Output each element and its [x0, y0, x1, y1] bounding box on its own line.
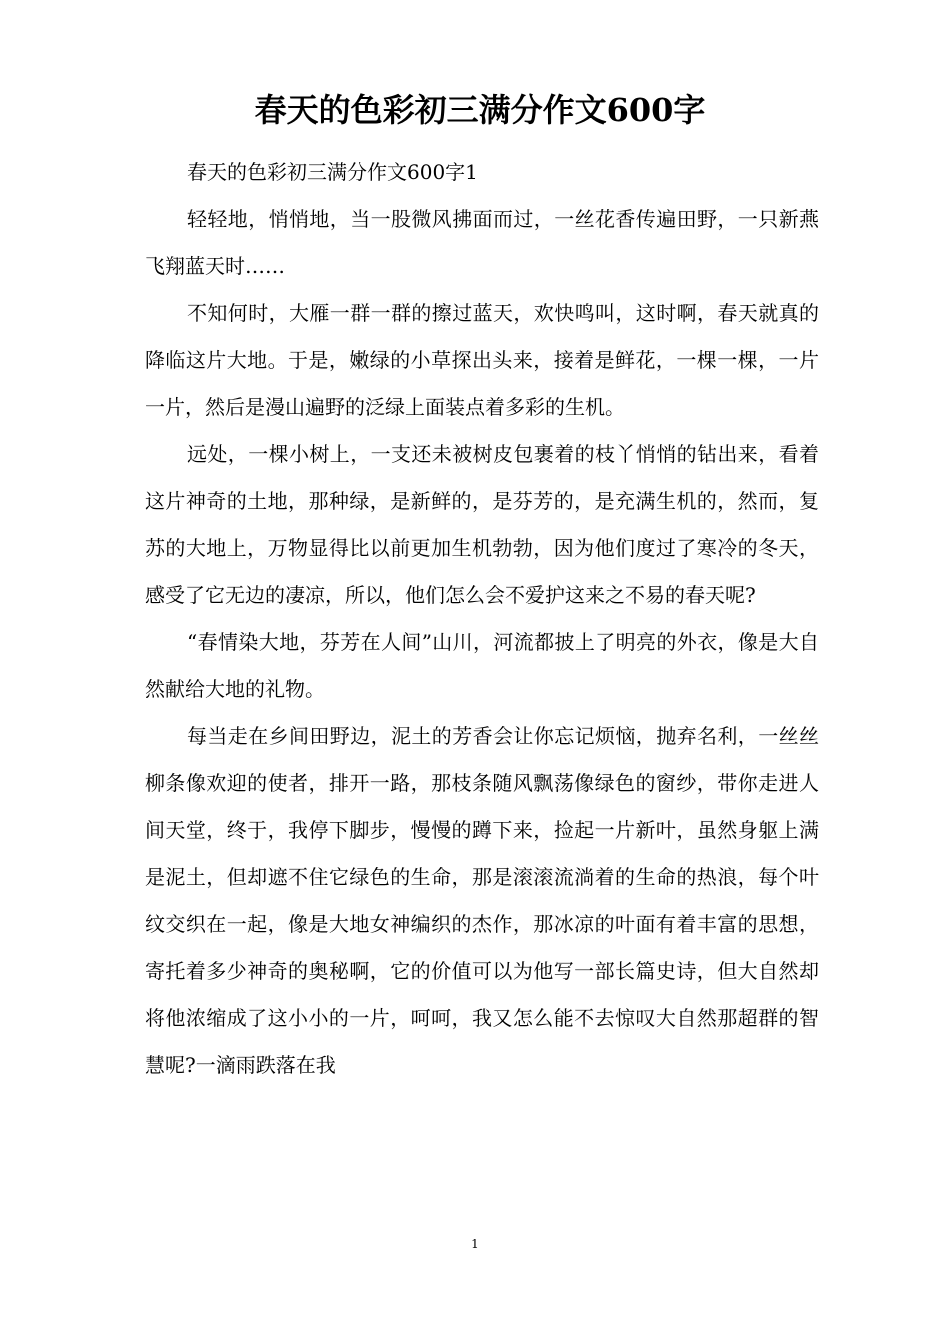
- paragraph: “春情染大地，芬芳在人间”山川，河流都披上了明亮的外衣，像是大自然献给大地的礼物。: [145, 630, 819, 701]
- document-subtitle: 春天的色彩初三满分作文600字1: [187, 160, 478, 184]
- paragraph: 轻轻地，悄悄地，当一股微风拂面而过，一丝花香传遍田野，一只新燕飞翔蓝天时……: [145, 207, 819, 278]
- paragraph: 每当走在乡间田野边，泥土的芳香会让你忘记烦恼，抛弃名利，一丝丝柳条像欢迎的使者，排开一路，那枝条随风飘荡像绿色的窗纱，带你走进人间天堂，终于，我停下脚步，慢慢的蹲下来，捡起一片新叶，虽然身躯上满是泥土，但却遮不住它绿色的生命，那是滚滚流淌着的生命的热浪，每个叶纹交织在一起，像是大地女神编织的杰作，那冰凉的叶面有着丰富的思想，寄托着多少神奇的奥秘啊，它的价值可以为他写一部长篇史诗，但大自然却将他浓缩成了这小小的一片，呵呵，我又怎么能不去惊叹大自然那超群的智慧呢?一滴雨跌落在我: [145, 724, 819, 1077]
- page-number: 1: [471, 1237, 479, 1251]
- paragraph: 不知何时，大雁一群一群的擦过蓝天，欢快鸣叫，这时啊，春天就真的降临这片大地。于是，嫩绿的小草探出头来，接着是鲜花，一棵一棵，一片一片，然后是漫山遍野的泛绿上面装点着多彩的生机。: [145, 301, 819, 419]
- paragraph: 远处，一棵小树上，一支还未被树皮包裹着的枝丫悄悄的钻出来，看着这片神奇的土地，那种绿，是新鲜的，是芬芳的，是充满生机的，然而，复苏的大地上，万物显得比以前更加生机勃勃，因为他们度过了寒冷的冬天，感受了它无边的凄凉，所以，他们怎么会不爱护这来之不易的春天呢?: [145, 442, 819, 607]
- document-body: [145, 149, 819, 1089]
- document-title: 春天的色彩初三满分作文600字: [254, 91, 706, 129]
